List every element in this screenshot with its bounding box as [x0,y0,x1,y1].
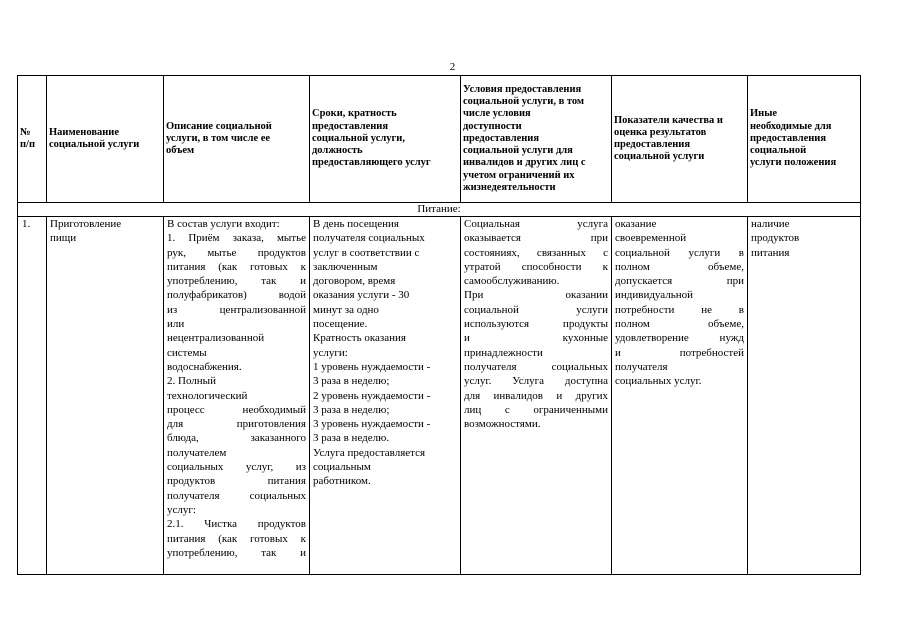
text-line: услуг. Услуга доступна [464,375,608,388]
text-line: оказывается при [464,232,608,245]
text-line: необходимые для [750,120,832,132]
text-line: работником. [313,475,371,488]
text-line: предоставления [463,132,540,144]
text-line: социальной услуги [614,151,705,163]
text-line: питания (как готовых к [167,532,306,545]
text-line: социальным [313,461,371,474]
text-line: предоставления [614,139,691,150]
text-line: Кратность оказания [313,332,406,345]
text-line: полном объеме, [615,318,744,331]
text-line: или [167,318,185,331]
text-line: Описание социальной [166,120,272,132]
text-line: наличие [751,218,790,230]
text-line: учетом ограничений их [463,169,575,181]
row-number: 1. [18,217,47,575]
header-service-name [47,76,164,203]
text-line: лиц с ограниченными [464,403,608,416]
text-line: 1. Приём заказа, мытье [167,232,306,245]
text-line: оказания услуги - 30 [313,289,410,302]
text-line: № [20,126,31,138]
text-line: продуктов питания [167,475,306,488]
text-line: Сроки, кратность [312,108,397,120]
text-line: 3 раза в неделю; [313,375,390,388]
text-line: социальных услуг. [615,375,702,388]
text-line: социальной услуги в [615,246,744,259]
text-line: своевременной [615,232,687,245]
text-line: Услуга предоставляется [313,446,426,459]
text-line: минут за одно [313,303,379,316]
text-line: должность [312,145,363,157]
text-line: При оказании [464,289,608,302]
text-line: предоставляющего услуг [312,157,431,169]
text-line: питания [751,246,790,259]
text-line: допускается при [615,275,744,288]
text-line: технологический [167,389,248,402]
text-line: В состав услуги входит: [167,218,280,230]
text-line: 1 уровень нуждаемости - [313,360,431,373]
text-line: 2 уровень нуждаемости - [313,389,431,402]
services-table [17,75,861,575]
text-line: получателем [167,446,227,459]
text-line: принадлежности [464,346,543,359]
text-line: В день посещения [313,218,399,230]
text-line: оказание [615,218,657,230]
table-row [18,217,861,575]
text-line: Приготовление [50,218,122,230]
text-line: доступности [463,120,522,132]
text-line: инвалидов и других лиц с [463,157,586,169]
row-quality [612,217,748,575]
header-other [748,76,861,203]
text-line: предоставления [750,132,827,144]
section-title: Питание: [18,203,861,217]
text-line: для приготовления [167,418,306,431]
text-line: социальной [750,145,807,157]
text-line: Социальная услуга [464,218,608,230]
text-line: заключенным [313,260,378,273]
row-other [748,217,861,575]
text-line: предоставления [312,120,389,132]
text-line: полном объеме, [615,260,744,273]
section-row [18,203,861,217]
text-line: 3 уровень нуждаемости - [313,418,431,431]
text-line: оценка результатов [614,126,707,138]
text-line: социальной услуги [464,303,608,316]
text-line: продуктов [751,232,800,245]
text-line: и кухонные [464,332,608,345]
text-line: пищи [50,232,77,245]
text-line: используются продукты [464,318,608,331]
text-line: услуги, в том числе ее [166,132,271,144]
text-line: индивидуальной [615,289,694,302]
text-line: Иные [750,108,778,120]
header-quality [612,76,748,203]
text-line: услуги: [313,346,348,359]
text-line: полуфабрикатов) водой [167,289,306,302]
text-line: 3 раза в неделю; [313,403,390,416]
page-number: 2 [449,61,456,73]
text-line: объем [166,145,195,157]
text-line: п/п [20,139,36,150]
row-service-name [47,217,164,575]
text-line: социальной услуги, [312,132,405,144]
text-line: Условия предоставления [463,84,582,96]
header-conditions [461,76,612,203]
text-line: процесс необходимый [167,403,306,416]
text-line: получателя социальных [313,232,425,245]
text-line: Наименование [49,126,119,138]
header-description [164,76,310,203]
text-line: питания (как готовых к [167,260,306,273]
header-terms [310,76,461,203]
text-line: числе условия [463,108,531,120]
header-row [18,76,861,203]
text-line: удовлетворение нужд [615,332,744,345]
text-line: из централизованной [167,303,306,316]
text-line: услуги положения [750,157,837,169]
row-description [164,217,310,575]
text-line: утратой способности к [464,260,608,273]
text-line: употреблению, так и [167,275,306,288]
text-line: Показатели качества и [614,114,723,126]
text-line: нецентрализованной [167,332,265,345]
text-line: для инвалидов и других [464,389,608,402]
text-line: услуг в соответствии с [313,246,420,259]
row-terms [310,217,461,575]
text-line: употреблению, так и [167,546,306,559]
text-line: возможностями. [464,418,541,431]
text-line: договором, время [313,275,396,288]
row-conditions [461,217,612,575]
text-line: 2. Полный [167,375,216,388]
text-line: состояниях, связанных с [464,246,608,259]
text-line: 3 раза в неделю. [313,432,390,445]
text-line: посещение. [313,318,368,331]
text-line: получателя социальных [464,360,608,373]
text-line: социальной услуги, в том [463,96,585,108]
text-line: социальной услуги [49,139,140,150]
text-line: 2.1. Чистка продуктов [167,518,306,531]
text-line: рук, мытье продуктов [167,246,306,259]
text-line: услуг: [167,503,196,516]
text-line: жизнедеятельности [463,181,556,193]
text-line: системы [167,346,207,359]
text-line: водоснабжения. [167,360,242,373]
text-line: блюда, заказанного [167,432,306,445]
text-line: социальных услуг, из [167,461,306,474]
text-line: самообслуживанию. [464,275,560,288]
text-line: получателя социальных [167,489,306,502]
header-number [18,76,47,203]
text-line: потребности не в [615,303,744,316]
text-line: и потребностей [615,346,744,359]
text-line: получателя [615,360,668,373]
text-line: социальной услуги для [463,145,573,157]
